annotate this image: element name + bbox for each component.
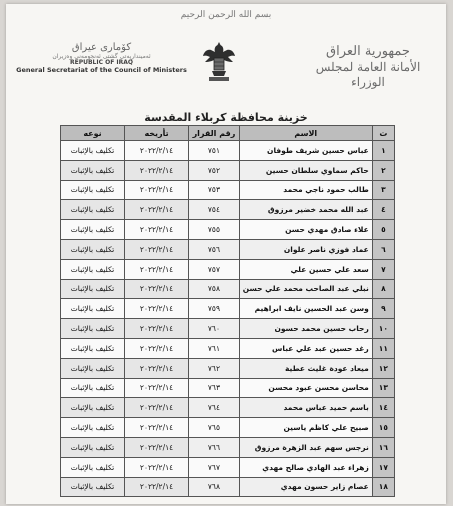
row-date: ٢٠٢٢/٢/١٤ [124,437,188,457]
table-row [61,398,395,418]
row-name: طالب حمود ناجي محمد [239,180,372,200]
row-date: ٢٠٢٢/٢/١٤ [124,239,188,259]
letterhead-republic-name: جمهورية العراق [326,44,410,59]
table-row [61,437,395,457]
row-name: عباس حسين شريف طوفان [239,141,372,161]
row-decision-no: ٧٥٨ [189,279,240,299]
table-row [61,338,395,358]
table-row [61,418,395,438]
table-row [61,200,395,220]
row-seq: ١٣ [372,378,394,398]
document-title: خزينة محافظة كربلاء المقدسة [144,111,308,124]
row-type: تكليف بالإثبات [61,319,125,339]
row-seq: ١ [372,141,394,161]
table-row [61,141,395,161]
row-name: عبد الله محمد خضير مرزوق [239,200,372,220]
row-type: تكليف بالإثبات [61,437,125,457]
letterhead-left [14,42,189,75]
row-decision-no: ٧٥٤ [189,200,240,220]
row-date: ٢٠٢٢/٢/١٤ [124,299,188,319]
row-date: ٢٠٢٢/٢/١٤ [124,141,188,161]
row-name: باسم حميد عباس محمد [239,398,372,418]
row-name: وسن عبد الحسين نايف ابراهيم [239,299,372,319]
row-decision-no: ٧٦٤ [189,398,240,418]
row-seq: ١٦ [372,437,394,457]
row-type: تكليف بالإثبات [61,180,125,200]
row-seq: ١٨ [372,477,394,497]
row-decision-no: ٧٥٥ [189,220,240,240]
row-name: نبلي عبد الصاحب محمد علي حسن [239,279,372,299]
row-type: تكليف بالإثبات [61,141,125,161]
iraq-eagle-emblem-icon [202,40,236,84]
row-decision-no: ٧٦٠ [189,319,240,339]
row-name: عصام زاير حسون مهدي [239,477,372,497]
letterhead-right [298,44,438,90]
row-type: تكليف بالإثبات [61,279,125,299]
row-seq: ٢ [372,160,394,180]
table-row [61,319,395,339]
row-decision-no: ٧٥٢ [189,160,240,180]
row-seq: ١٥ [372,418,394,438]
row-decision-no: ٧٥١ [189,141,240,161]
row-seq: ١١ [372,338,394,358]
row-seq: ١٢ [372,358,394,378]
row-name: حاكم سماوي سلطان حسين [239,160,372,180]
row-decision-no: ٧٦٧ [189,457,240,477]
header-decision-no: رقم القرار [189,126,240,141]
row-seq: ٧ [372,259,394,279]
row-type: تكليف بالإثبات [61,418,125,438]
header-seq: ت [372,126,394,141]
row-name: سعد علي حسين علي [239,259,372,279]
header-date: تأريخه [124,126,188,141]
table-row [61,239,395,259]
row-name: ميعاد عودة غليث عطية [239,358,372,378]
row-seq: ٦ [372,239,394,259]
row-decision-no: ٧٥٧ [189,259,240,279]
decisions-table [60,125,395,497]
row-decision-no: ٧٥٣ [189,180,240,200]
row-date: ٢٠٢٢/٢/١٤ [124,378,188,398]
row-date: ٢٠٢٢/٢/١٤ [124,160,188,180]
row-type: تكليف بالإثبات [61,457,125,477]
row-type: تكليف بالإثبات [61,259,125,279]
row-name: نرجس سهم عبد الزهرة مرزوق [239,437,372,457]
table-row [61,378,395,398]
row-date: ٢٠٢٢/٢/١٤ [124,259,188,279]
row-seq: ٨ [372,279,394,299]
row-type: تكليف بالإثبات [61,378,125,398]
row-seq: ١٠ [372,319,394,339]
row-type: تكليف بالإثبات [61,358,125,378]
row-date: ٢٠٢٢/٢/١٤ [124,180,188,200]
row-decision-no: ٧٥٩ [189,299,240,319]
row-seq: ٩ [372,299,394,319]
table-row [61,457,395,477]
row-date: ٢٠٢٢/٢/١٤ [124,220,188,240]
row-seq: ٣ [372,180,394,200]
row-name: عماد فوزي ناصر علوان [239,239,372,259]
row-date: ٢٠٢٢/٢/١٤ [124,338,188,358]
row-type: تكليف بالإثبات [61,239,125,259]
row-date: ٢٠٢٢/٢/١٤ [124,457,188,477]
row-type: تكليف بالإثبات [61,200,125,220]
row-decision-no: ٧٦٦ [189,437,240,457]
row-name: صبيح علي كاظم ياسين [239,418,372,438]
table-row [61,358,395,378]
letterhead-english-title: REPUBLIC OF IRAQ [70,59,133,67]
row-seq: ١٤ [372,398,394,418]
row-date: ٢٠٢٢/٢/١٤ [124,418,188,438]
table-row [61,259,395,279]
table-row [61,220,395,240]
row-name: رحاب حسين محمد حسون [239,319,372,339]
row-seq: ٤ [372,200,394,220]
basmala-text: بسم الله الرحمن الرحيم [180,10,272,20]
table-header-row [61,126,395,141]
row-date: ٢٠٢٢/٢/١٤ [124,279,188,299]
table-row [61,477,395,497]
row-date: ٢٠٢٢/٢/١٤ [124,358,188,378]
letterhead-english-subtitle: General Secretariat of the Council of Ministers [16,66,187,75]
row-name: علاء صادق مهدي حسن [239,220,372,240]
row-seq: ٥ [372,220,394,240]
row-date: ٢٠٢٢/٢/١٤ [124,319,188,339]
row-decision-no: ٧٦٣ [189,378,240,398]
row-name: زهراء عبد الهادي صالح مهدي [239,457,372,477]
letterhead-kurdish-title: كۆماری عیراق [71,42,132,53]
row-seq: ١٧ [372,457,394,477]
row-decision-no: ٧٥٦ [189,239,240,259]
row-decision-no: ٧٦٥ [189,418,240,438]
row-type: تكليف بالإثبات [61,398,125,418]
row-date: ٢٠٢٢/٢/١٤ [124,200,188,220]
table-row [61,299,395,319]
row-name: محاسن محسن عبود محسن [239,378,372,398]
table-row [61,180,395,200]
header-type: نوعه [61,126,125,141]
header-name: الاسم [239,126,372,141]
row-decision-no: ٧٦٢ [189,358,240,378]
row-type: تكليف بالإثبات [61,299,125,319]
table-body [61,141,395,497]
row-type: تكليف بالإثبات [61,477,125,497]
row-date: ٢٠٢٢/٢/١٤ [124,398,188,418]
row-decision-no: ٧٦١ [189,338,240,358]
letterhead-secretariat-name: الأمانة العامة لمجلس الوزراء [315,60,421,90]
row-decision-no: ٧٦٨ [189,477,240,497]
table-row [61,279,395,299]
row-name: رغد حسين عبد علي عباس [239,338,372,358]
row-date: ٢٠٢٢/٢/١٤ [124,477,188,497]
letterhead-kurdish-subtitle: ئەمینداریەتی گشتی ئەنجومەنی وەزیران [52,52,151,60]
row-type: تكليف بالإثبات [61,160,125,180]
row-type: تكليف بالإثبات [61,338,125,358]
row-type: تكليف بالإثبات [61,220,125,240]
table-row [61,160,395,180]
